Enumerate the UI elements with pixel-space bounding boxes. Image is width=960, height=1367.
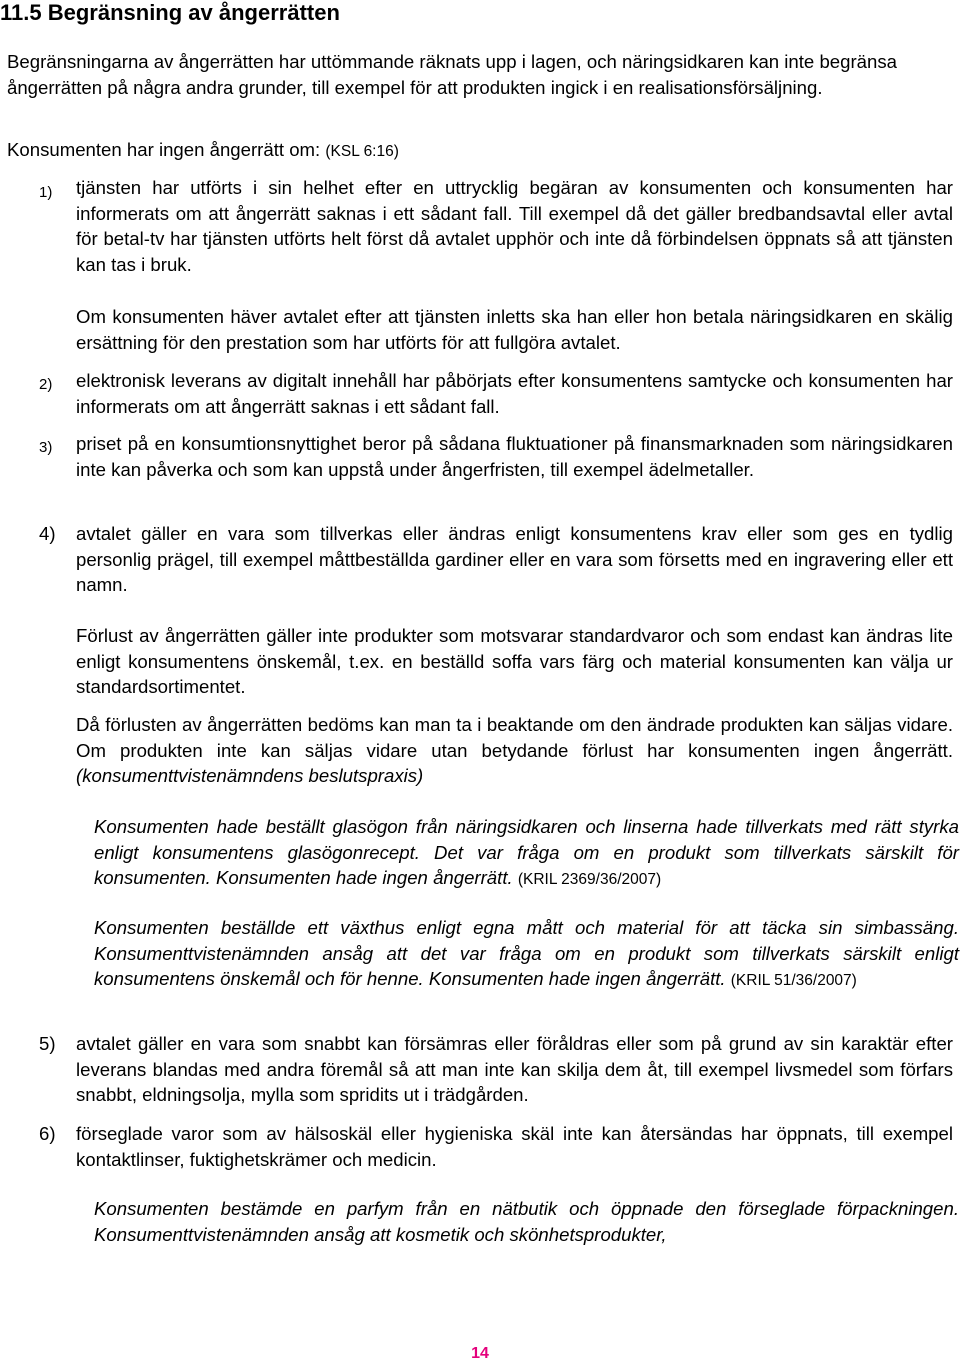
case-text: Konsumenten hade beställt glasögon från näringsidkaren och linserna hade tillverkats med rätt styrka enligt konsumentens glasögonrecept. Det var fråga om en produkt som tillverkats särskilt för konsumenten. Konsumenten hade ingen ångerrätt. xyxy=(94,816,959,888)
section-heading: 11.5 Begränsning av ångerrätten xyxy=(0,0,340,25)
list-item: tjänsten har utförts i sin helhet efter en uttrycklig begäran av konsumenten och konsumenten har informerats om att ångerrätt saknas i ett sådant fall. Till exempel då det gäller bredbandsavtal eller avtal för betal-tv har tjänsten utförts helt först då avtalet upphör och inte då förbindelsen öppnats så att tjänsten kan tas i bruk. xyxy=(76,177,953,275)
item-number: 5) xyxy=(39,1033,56,1054)
item-number: 4) xyxy=(39,523,56,544)
item-number: 2) xyxy=(39,376,53,393)
list-item: priset på en konsumtionsnyttighet beror på sådana fluktuationer på finansmarknaden som näringsidkaren inte kan påverka och som kan uppstå under ångerfristen, till exempel ädelmetaller. xyxy=(76,433,953,480)
list-item: förseglade varor som av hälsoskäl eller hygieniska skäl inte kan återsändas har öppnats, till exempel kontaktlinser, fuktighetskrämer och medicin. xyxy=(76,1123,953,1170)
note-paragraph: Om konsumenten häver avtalet efter att tjänsten inletts ska han eller hon betala näringsidkaren en skälig ersättning för den prestation som har utförts för att fullgöra avtalet. xyxy=(76,306,953,353)
item-number: 3) xyxy=(39,439,53,456)
lead-text: Konsumenten har ingen ångerrätt om: xyxy=(7,139,321,160)
lead-ref: (KSL 6:16) xyxy=(325,143,399,160)
lead-paragraph xyxy=(7,137,953,165)
item-number: 6) xyxy=(39,1123,56,1144)
page-number: 14 xyxy=(471,1345,489,1362)
intro-paragraph: Begränsningarna av ångerrätten har uttömmande räknats upp i lagen, och näringsidkaren kan inte begränsa ångerrätten på några andra grunder, till exempel för att produkten ingick i en realisationsförsäljning. xyxy=(7,51,897,98)
item-number: 1) xyxy=(39,184,53,201)
note-text: Då förlusten av ångerrätten bedöms kan man ta i beaktande om den ändrade produkten kan säljas vidare. Om produkten inte kan säljas vidare utan betydande förlust har konsumenten ingen ångerrätt. xyxy=(76,714,953,761)
case-example xyxy=(94,915,959,994)
case-text: Konsumenten beställde ett växthus enligt egna mått och material för att täcka sin simbassäng. Konsumenttvistenämnden ansåg att det var fråga om en produkt som tillverkats särskilt enligt konsumentens önskemål och för henne. Konsumenten hade ingen ångerrätt. xyxy=(94,917,959,989)
case-ref: (KRIL 2369/36/2007) xyxy=(517,871,662,888)
note-paragraph: Förlust av ångerrätten gäller inte produkter som motsvarar standardvaror och som endast kan ändras lite enligt konsumentens önskemål, t.ex. en beställd soffa vars färg och material konsumenten kan välja ur standardsortimentet. xyxy=(76,625,953,697)
case-text: Konsumenten bestämde en parfym från en nätbutik och öppnade den förseglade förpackningen. Konsumenttvistenämnden ansåg att kosmetik och skönhetsprodukter, xyxy=(94,1198,959,1245)
case-ref: (KRIL 51/36/2007) xyxy=(730,972,857,989)
case-example xyxy=(94,1196,959,1247)
list-item: avtalet gäller en vara som tillverkas eller ändras enligt konsumentens krav eller som ges en tydlig personlig prägel, till exempel måttbeställda gardiner eller en vara som försetts med en ingravering eller ett namn. xyxy=(76,523,953,595)
list-item: avtalet gäller en vara som snabbt kan försämras eller föråldras eller som på grund av sin karaktär efter leverans blandas med andra föremål så att man inte kan skilja dem åt, till exempel livsmedel som förfars snabbt, eldningsolja, mylla som spridits ut i trädgården. xyxy=(76,1033,953,1105)
note-ref: (konsumenttvistenämndens beslutspraxis) xyxy=(76,765,424,786)
note-paragraph xyxy=(76,712,953,789)
list-item: elektronisk leverans av digitalt innehåll har påbörjats efter konsumentens samtycke och konsumenten har informerats om att ångerrätt saknas i ett sådant fall. xyxy=(76,370,953,417)
case-example xyxy=(94,814,959,893)
